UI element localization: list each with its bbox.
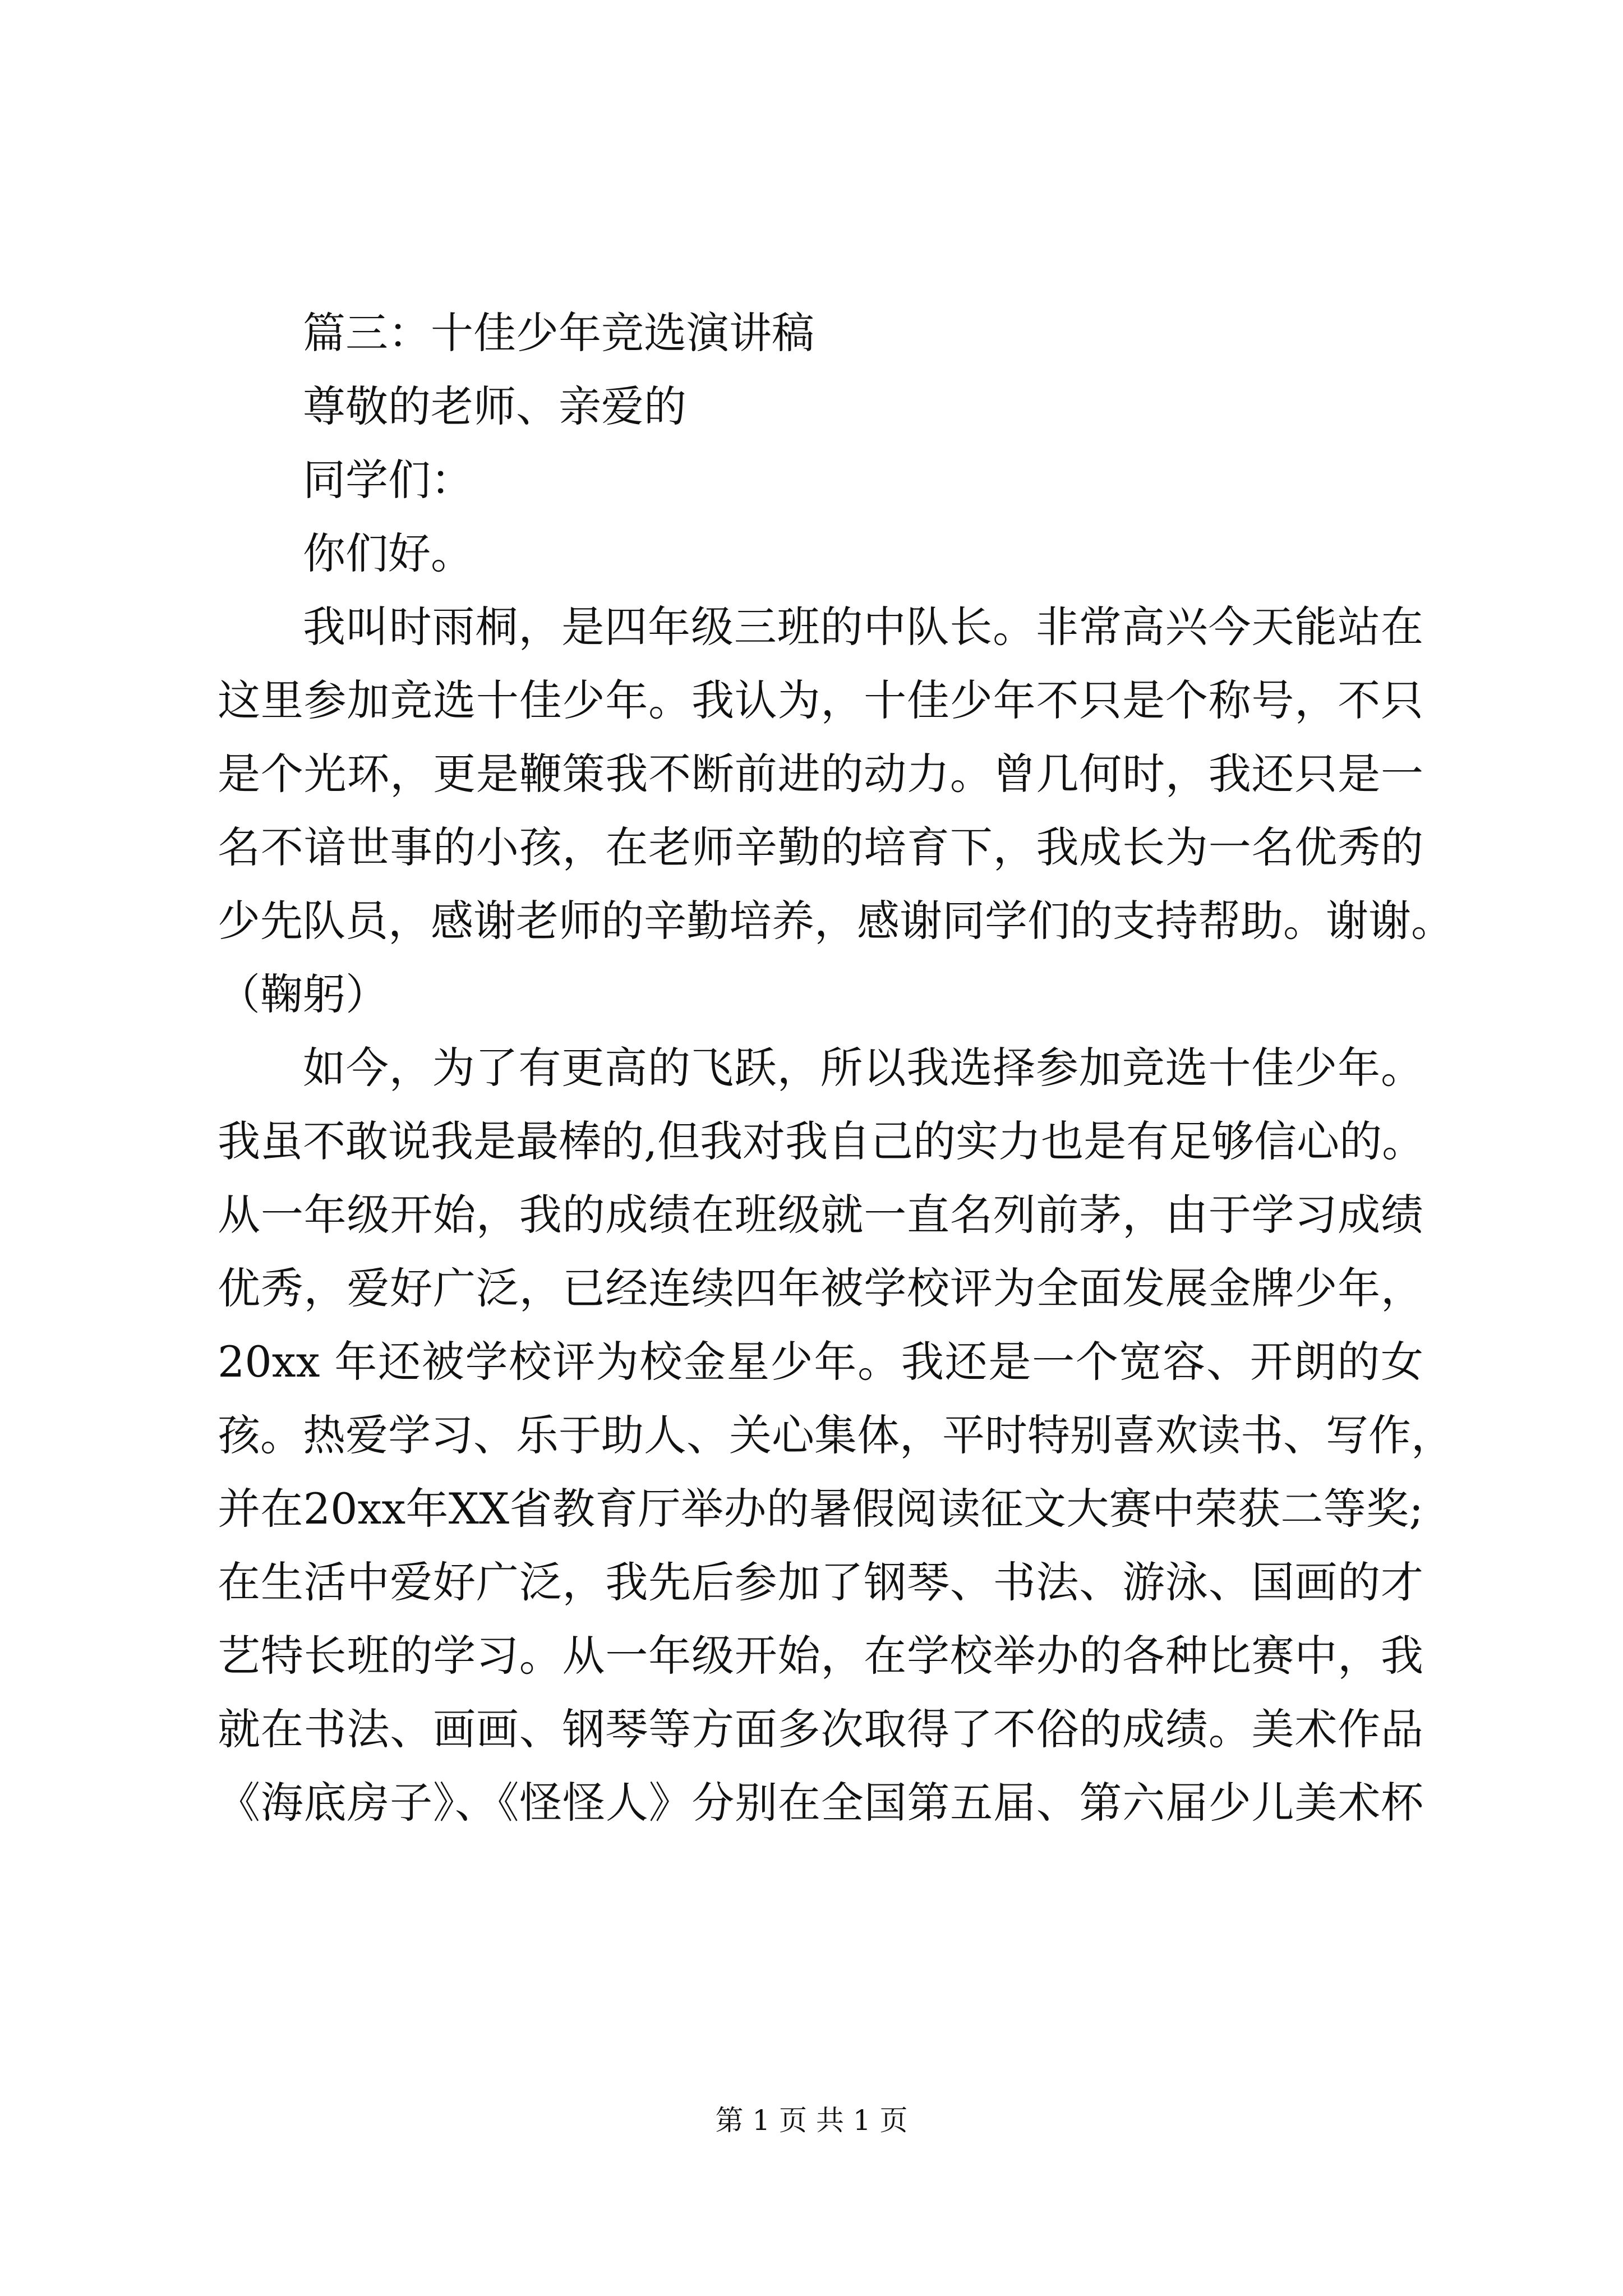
paragraph-line: 名不谙世事的小孩，在老师辛勤的培育下，我成长为一名优秀的 [218,822,1423,872]
page-number-footer: 第 1 页 共 1 页 [715,2104,908,2137]
paragraph-line: （鞠躬） [218,969,388,1019]
salutation-line: 尊敬的老师、亲爱的 [303,381,686,431]
paragraph-line: 《海底房子》、《怪怪人》分别在全国第五届、第六届少儿美术杯 [218,1778,1423,1828]
paragraph-line: 在生活中爱好广泛，我先后参加了钢琴、书法、游泳、国画的才 [218,1557,1423,1607]
paragraph-line: 20xx 年还被学校评为校金星少年。我还是一个宽容、开朗的女 [218,1337,1423,1387]
section-title: 篇三：十佳少年竞选演讲稿 [303,308,814,358]
greeting-line: 你们好。 [303,528,473,578]
paragraph-line: 孩。热爱学习、乐于助人、关心集体，平时特别喜欢读书、写作， [218,1410,1454,1460]
paragraph-line: 从一年级开始，我的成绩在班级就一直名列前茅，由于学习成绩 [218,1190,1423,1240]
paragraph-line: 是个光环，更是鞭策我不断前进的动力。曾几何时，我还只是一 [218,749,1423,799]
salutation-line: 同学们： [303,455,473,505]
paragraph-line: 就在书法、画画、钢琴等方面多次取得了不俗的成绩。美术作品 [218,1704,1423,1754]
document-body [218,296,1454,1839]
paragraph-line: 我虽不敢说我是最棒的,但我对我自己的实力也是有足够信心的。 [218,1116,1425,1166]
paragraph-line: 少先队员，感谢老师的辛勤培养，感谢同学们的支持帮助。谢谢。 [218,896,1454,946]
paragraph-line: 如今，为了有更高的飞跃，所以我选择参加竞选十佳少年。 [303,1043,1423,1093]
paragraph-line: 我叫时雨桐，是四年级三班的中队长。非常高兴今天能站在 [303,602,1423,652]
paragraph-line: 艺特长班的学习。从一年级开始，在学校举办的各种比赛中，我 [218,1631,1423,1681]
paragraph-line: 优秀，爱好广泛，已经连续四年被学校评为全面发展金牌少年， [218,1263,1423,1313]
paragraph-line: 这里参加竞选十佳少年。我认为，十佳少年不只是个称号，不只 [218,675,1423,725]
paragraph-line: 并在20xx年XX省教育厅举办的暑假阅读征文大赛中荣获二等奖; [218,1484,1423,1534]
